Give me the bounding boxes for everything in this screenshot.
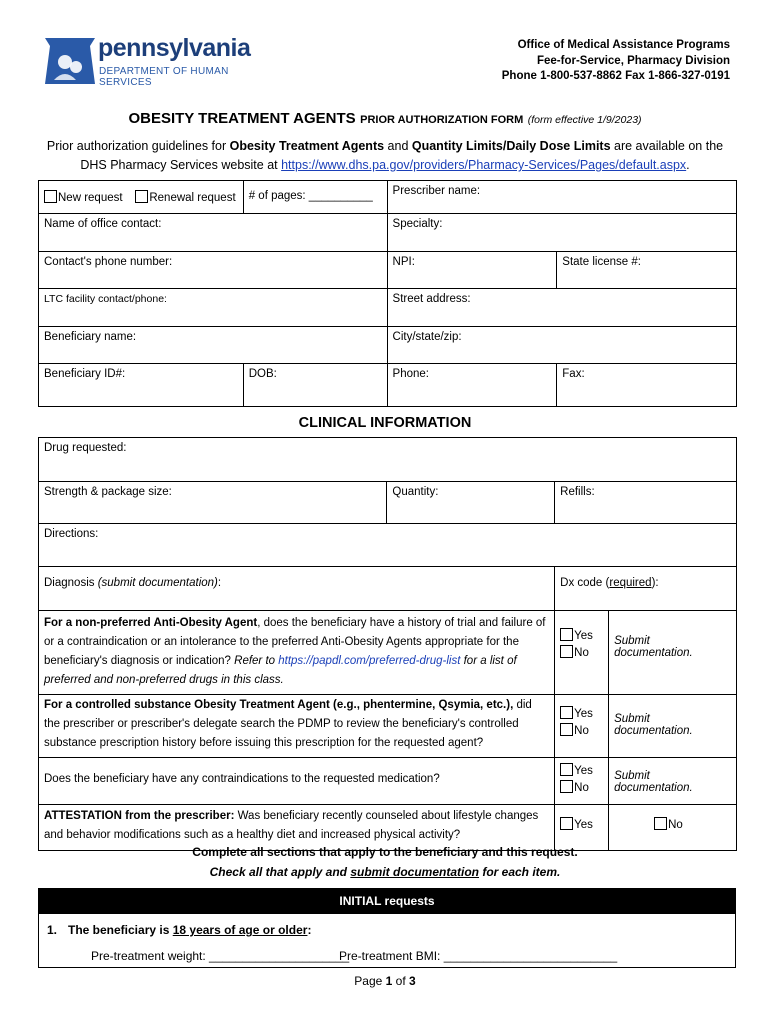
yes-label: Yes xyxy=(574,708,593,720)
request-type-cell xyxy=(39,181,244,214)
beneficiary-name-field[interactable] xyxy=(39,327,388,364)
ltc-label: LTC facility contact/phone: xyxy=(44,293,167,305)
yes-label: Yes xyxy=(574,819,593,831)
street-address-field[interactable] xyxy=(387,289,736,327)
item-1-text xyxy=(68,923,311,937)
drug-requested-label: Drug requested: xyxy=(44,442,127,454)
diagnosis-field[interactable] xyxy=(39,567,555,611)
npi-label: NPI: xyxy=(392,256,415,268)
renewal-request-label: Renewal request xyxy=(149,192,236,204)
q3-no-checkbox[interactable] xyxy=(560,780,573,793)
dx-code-label: Dx code ( xyxy=(560,577,610,589)
new-request-label: New request xyxy=(58,192,123,204)
q4-attestation xyxy=(39,805,555,851)
page-number: 1 xyxy=(385,974,393,988)
refills-field[interactable] xyxy=(555,482,737,524)
page-total: 3 xyxy=(409,974,416,988)
check-all-underline: submit documentation xyxy=(350,865,479,879)
complete-sections-note: Complete all sections that apply to the beneficiary and this request. xyxy=(192,845,578,859)
item-1-colon: : xyxy=(307,923,312,937)
yes-label: Yes xyxy=(574,765,593,777)
state-license-field[interactable] xyxy=(557,252,737,289)
q4-no-checkbox[interactable] xyxy=(654,817,667,830)
drug-requested-field[interactable] xyxy=(39,438,737,482)
q1-bold: For a non-preferred Anti-Obesity Agent xyxy=(44,617,258,629)
q3-text: Does the beneficiary have any contraindications to the requested medication? xyxy=(44,773,440,785)
specialty-label: Specialty: xyxy=(392,218,443,230)
q4-no xyxy=(609,805,737,851)
intro-bold: Quantity Limits/Daily Dose Limits xyxy=(411,139,611,153)
office-line: Office of Medical Assistance Programs xyxy=(517,39,730,51)
intro-text: are available on the DHS Pharmacy Services website at xyxy=(80,139,724,172)
intro-text: Prior authorization guidelines for xyxy=(46,139,230,153)
fax-label: Fax: xyxy=(562,368,585,380)
q4-text: Was beneficiary recently counseled about lifestyle changes and behavior modifications such as a healthy diet and increased physical activity? xyxy=(44,810,539,841)
refills-label: Refills: xyxy=(560,486,595,498)
title-sub: PRIOR AUTHORIZATION FORM xyxy=(360,114,524,126)
phone-label: Phone: xyxy=(392,368,429,380)
directions-field[interactable] xyxy=(39,524,737,567)
pre-treatment-bmi-field[interactable]: Pre-treatment BMI: __________________________ xyxy=(339,949,618,963)
q2-no-checkbox[interactable] xyxy=(560,723,573,736)
fax-field[interactable] xyxy=(557,364,737,407)
q1-nonpreferred xyxy=(39,611,555,695)
clinical-table xyxy=(38,437,737,851)
contact-phone-field[interactable] xyxy=(39,252,388,289)
office-line: Fee-for-Service, Pharmacy Division xyxy=(536,54,730,67)
prescriber-name-field[interactable] xyxy=(387,181,736,214)
pa-dhs-logo xyxy=(40,32,280,90)
contact-phone-label: Contact's phone number: xyxy=(44,256,173,268)
q2-text: did the prescriber or prescriber's delegate search the PDMP to review the beneficiary's controlled substance prescription history before issuing this prescription for the requested agent? xyxy=(44,699,532,749)
prescriber-beneficiary-table xyxy=(38,180,737,407)
pages-label: # of pages: __________ xyxy=(248,190,373,202)
new-request-checkbox[interactable] xyxy=(44,190,57,203)
check-all-note xyxy=(0,865,770,879)
renewal-request-checkbox[interactable] xyxy=(135,190,148,203)
item-1-text-a: The beneficiary is xyxy=(68,923,173,937)
q2-submit-doc xyxy=(609,695,737,758)
page-label: Page xyxy=(354,974,386,988)
beneficiary-name-label: Beneficiary name: xyxy=(44,331,137,343)
city-label: City/state/zip: xyxy=(392,331,462,343)
pre-treatment-weight-field[interactable]: Pre-treatment weight: _____________________ xyxy=(91,949,350,963)
diagnosis-note: (submit documentation) xyxy=(97,577,218,589)
quantity-label: Quantity: xyxy=(392,486,439,498)
q1-yes-no xyxy=(555,611,609,695)
q4-bold: ATTESTATION from the prescriber: xyxy=(44,810,235,822)
prescriber-name-label: Prescriber name: xyxy=(392,185,481,197)
check-all-text: Check all that apply and xyxy=(209,865,351,879)
q1-no-checkbox[interactable] xyxy=(560,645,573,658)
q1-submit-doc xyxy=(609,611,737,695)
page-of: of xyxy=(392,974,410,988)
city-field[interactable] xyxy=(387,327,736,364)
no-label: No xyxy=(574,782,589,794)
intro-text: . xyxy=(686,158,690,172)
q1-italic: for a list of preferred and non-preferred drugs in this class. xyxy=(44,655,517,686)
office-contact-field[interactable] xyxy=(39,214,388,252)
q1-yes-checkbox[interactable] xyxy=(560,628,573,641)
phone-field[interactable] xyxy=(387,364,557,407)
dx-required: required xyxy=(609,577,652,589)
specialty-field[interactable] xyxy=(387,214,736,252)
dhs-pharmacy-link[interactable]: https://www.dhs.pa.gov/providers/Pharmacy-Services/Pages/default.aspx xyxy=(281,158,687,172)
item-1-number: 1. xyxy=(47,923,58,937)
intro-paragraph xyxy=(40,137,730,175)
diagnosis-label: Diagnosis xyxy=(44,577,98,589)
office-contact-label: Name of office contact: xyxy=(44,218,162,230)
strength-field[interactable] xyxy=(39,482,387,524)
dx-code-end: ): xyxy=(651,577,659,589)
pdl-link[interactable]: https://papdl.com/preferred-drug-list xyxy=(278,655,461,667)
q3-yes-checkbox[interactable] xyxy=(560,763,573,776)
office-phone-fax: Phone 1-800-537-8862 Fax 1-866-327-0191 xyxy=(501,70,730,82)
logo-subtitle: DEPARTMENT OF HUMAN SERVICES xyxy=(99,66,229,88)
no-label: No xyxy=(574,647,589,659)
dob-field[interactable] xyxy=(243,364,387,407)
q2-yes-checkbox[interactable] xyxy=(560,706,573,719)
q2-yes-no xyxy=(555,695,609,758)
title-main: OBESITY TREATMENT AGENTS xyxy=(128,110,356,127)
yes-label: Yes xyxy=(574,630,593,642)
initial-requests-box xyxy=(38,914,736,968)
q3-submit-doc xyxy=(609,758,737,805)
form-title xyxy=(0,110,770,128)
page-footer xyxy=(0,974,770,988)
diagnosis-colon: : xyxy=(217,577,222,589)
q4-yes-checkbox[interactable] xyxy=(560,817,573,830)
check-all-text: for each item. xyxy=(479,865,561,879)
initial-requests-header: INITIAL requests xyxy=(38,888,736,914)
q2-bold: For a controlled substance Obesity Treatment Agent (e.g., phentermine, Qsymia, etc.), xyxy=(44,699,514,711)
beneficiary-id-field[interactable] xyxy=(39,364,244,407)
logo-text: pennsylvania xyxy=(98,34,251,62)
q2-controlled xyxy=(39,695,555,758)
q4-yes xyxy=(555,805,609,851)
directions-label: Directions: xyxy=(44,528,99,540)
strength-label: Strength & package size: xyxy=(44,486,172,498)
q1-italic: Refer to xyxy=(234,655,279,667)
intro-bold: Obesity Treatment Agents xyxy=(229,139,385,153)
q3-contraindications xyxy=(39,758,555,805)
clinical-heading: CLINICAL INFORMATION xyxy=(298,415,472,431)
dob-label: DOB: xyxy=(248,368,277,380)
state-license-label: State license #: xyxy=(562,256,641,268)
street-address-label: Street address: xyxy=(392,293,471,305)
intro-text: and xyxy=(384,139,412,153)
submit-doc-label: Submit documentation. xyxy=(614,635,693,659)
submit-doc-label: Submit documentation. xyxy=(614,713,693,737)
q1-text: , does the beneficiary have a history of trial and failure of or a contraindication or an intolerance to the preferred Anti-Obesity Agents appropriate for the beneficiary's diagnosis or indication? xyxy=(44,617,546,667)
title-effective: (form effective 1/9/2023) xyxy=(527,114,642,126)
dx-code-field[interactable] xyxy=(555,567,737,611)
npi-field[interactable] xyxy=(387,252,557,289)
submit-doc-label: Submit documentation. xyxy=(614,770,693,794)
item-1-underline: 18 years of age or older xyxy=(172,923,308,937)
ltc-field[interactable] xyxy=(39,289,388,327)
no-label: No xyxy=(668,819,683,831)
no-label: No xyxy=(574,725,589,737)
beneficiary-id-label: Beneficiary ID#: xyxy=(44,368,126,380)
quantity-field[interactable] xyxy=(387,482,555,524)
q3-yes-no xyxy=(555,758,609,805)
office-info xyxy=(502,38,730,85)
pages-cell[interactable] xyxy=(243,181,387,214)
